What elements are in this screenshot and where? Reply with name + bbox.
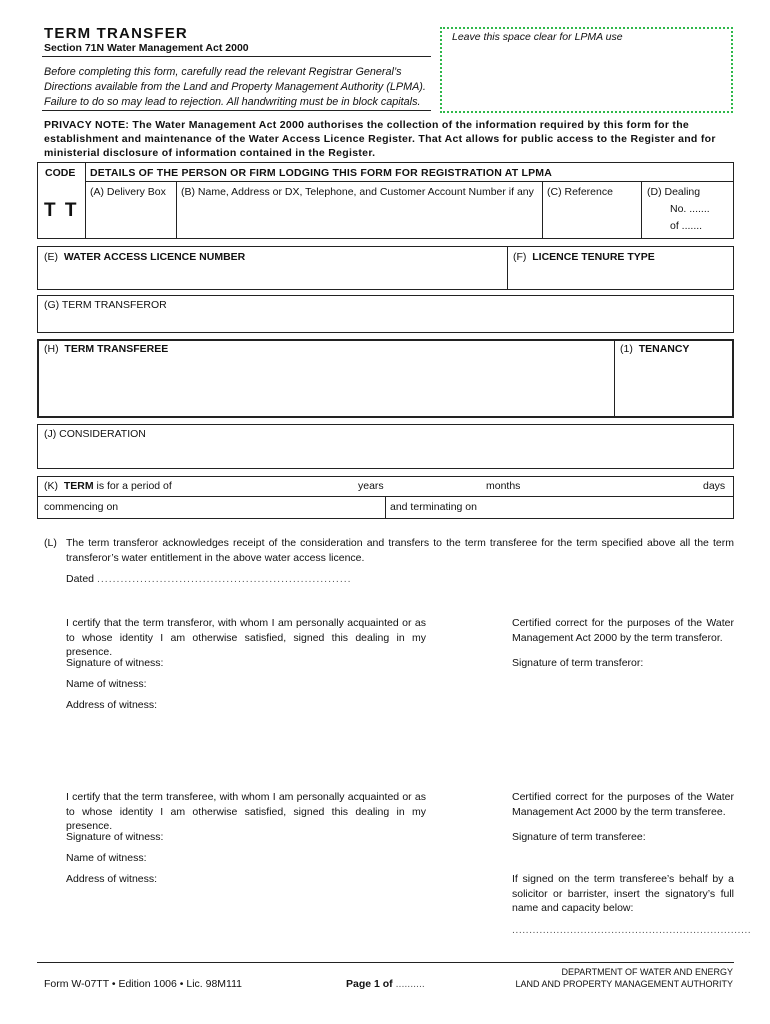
section-letter: (F): [513, 251, 527, 263]
days-label: days: [703, 480, 726, 492]
page-number: [346, 978, 425, 991]
divider: [385, 496, 386, 519]
transferee-certified-statement: Certified correct for the purposes of the Water Management Act 2000 by the term transferee.: [512, 791, 734, 818]
term-transferee-label: [44, 343, 168, 356]
divider: [641, 181, 642, 239]
term-transferor-label: (G) TERM TRANSFEROR: [44, 299, 167, 311]
divider: [37, 962, 734, 963]
lodger-name-address-field[interactable]: (B) Name, Address or DX, Telephone, and Customer Account Number if any: [181, 186, 534, 198]
transferee-witness-signature-field[interactable]: Signature of witness:: [66, 831, 164, 843]
page-label: Page 1 of: [346, 978, 393, 990]
section-letter: (E): [44, 251, 58, 263]
department-name: DEPARTMENT OF WATER AND ENERGY: [561, 967, 733, 977]
dealing-number: No. .......: [670, 203, 710, 215]
divider: [85, 162, 86, 239]
section-title: WATER ACCESS LICENCE NUMBER: [63, 251, 246, 263]
term-period-label: [44, 480, 172, 493]
licence-number-label: [44, 251, 245, 264]
years-label: years: [358, 480, 384, 492]
dealing-field[interactable]: (D) Dealing: [647, 186, 701, 198]
transferor-signature-field[interactable]: Signature of term transferor:: [512, 657, 644, 669]
divider: [507, 246, 508, 290]
dealing-of: of .......: [670, 220, 703, 232]
section-letter: (K): [44, 480, 58, 492]
section-title: TENANCY: [638, 343, 690, 355]
transferee-signature-field[interactable]: Signature of term transferee:: [512, 831, 646, 843]
form-identifier: Form W-07TT • Edition 1006 • Lic. 98M111: [44, 978, 242, 990]
transferee-witness-certification: I certify that the term transferee, with whom I am personally acquainted or as to whose identity I am otherwise satisfied, signed this dealing in my presence.: [66, 791, 426, 832]
dated-field[interactable]: .................................................................: [96, 573, 352, 585]
section-letter: (L): [44, 537, 57, 549]
divider: [85, 181, 734, 182]
tenure-type-label: [513, 251, 655, 264]
lpma-use-box: [440, 27, 733, 113]
form-subtitle: Section 71N Water Management Act 2000: [44, 42, 249, 54]
section-title: TERM: [63, 480, 94, 492]
section-title: TERM TRANSFEREE: [64, 343, 169, 355]
form-title: TERM TRANSFER: [44, 25, 188, 42]
term-period-text: is for a period of: [96, 480, 172, 492]
divider: [614, 339, 615, 418]
page-total-field[interactable]: ..........: [395, 978, 425, 990]
divider: [42, 56, 431, 57]
authority-name: LAND AND PROPERTY MANAGEMENT AUTHORITY: [515, 979, 733, 989]
transferee-witness-name-field[interactable]: Name of witness:: [66, 852, 147, 864]
section-letter: (1): [620, 343, 633, 355]
lpma-use-note: Leave this space clear for LPMA use: [452, 31, 623, 43]
months-label: months: [486, 480, 521, 492]
divider: [542, 181, 543, 239]
delivery-box-field[interactable]: (A) Delivery Box: [90, 186, 166, 198]
tenancy-label: [620, 343, 689, 356]
instructions-text: Before completing this form, carefully read the relevant Registrar General’s Directions available from the Land and Property Management Authority (LPMA). Failure to do so may lead to rejection. All handwriting must be in block capitals.: [44, 66, 426, 108]
terminating-label: and terminating on: [390, 501, 477, 513]
solicitor-note: If signed on the term transferee’s behalf by a solicitor or barrister, insert the signatory’s full name and capacity below:: [512, 873, 734, 914]
code-value: T T: [44, 200, 79, 221]
transferor-witness-signature-field[interactable]: Signature of witness:: [66, 657, 164, 669]
lodging-heading: DETAILS OF THE PERSON OR FIRM LODGING THIS FORM FOR REGISTRATION AT LPMA: [90, 167, 552, 179]
dated-label: [66, 572, 352, 587]
consideration-label: (J) CONSIDERATION: [44, 428, 146, 440]
transferor-certified-statement: Certified correct for the purposes of the Water Management Act 2000 by the term transferor.: [512, 617, 734, 644]
transferor-witness-name-field[interactable]: Name of witness:: [66, 678, 147, 690]
divider: [176, 181, 177, 239]
reference-field[interactable]: (C) Reference: [547, 186, 613, 198]
code-label: CODE: [45, 167, 76, 179]
section-letter: (H): [44, 343, 59, 355]
divider: [42, 110, 431, 111]
declaration-text: The term transferor acknowledges receipt of the consideration and transfers to the term transferee for the term specified above all the term transferor’s water entitlement in the above water access licence.: [66, 537, 734, 564]
transferee-witness-address-field[interactable]: Address of witness:: [66, 873, 158, 885]
dated-text: Dated: [66, 573, 95, 585]
commencing-label: commencing on: [44, 501, 119, 513]
transferor-witness-address-field[interactable]: Address of witness:: [66, 699, 158, 711]
section-title: LICENCE TENURE TYPE: [532, 251, 655, 263]
solicitor-name-capacity-field[interactable]: ......................................................................: [512, 924, 752, 936]
privacy-note: PRIVACY NOTE: The Water Management Act 2000 authorises the collection of the information required by this form for the establishment and maintenance of the Water Access Licence Register. That Act allows for public access to the Register and for ministerial disclosure of information contained in the Register.: [44, 119, 716, 159]
transferor-witness-certification: I certify that the term transferor, with whom I am personally acquainted or as to whose identity I am otherwise satisfied, signed this dealing in my presence.: [66, 617, 426, 658]
